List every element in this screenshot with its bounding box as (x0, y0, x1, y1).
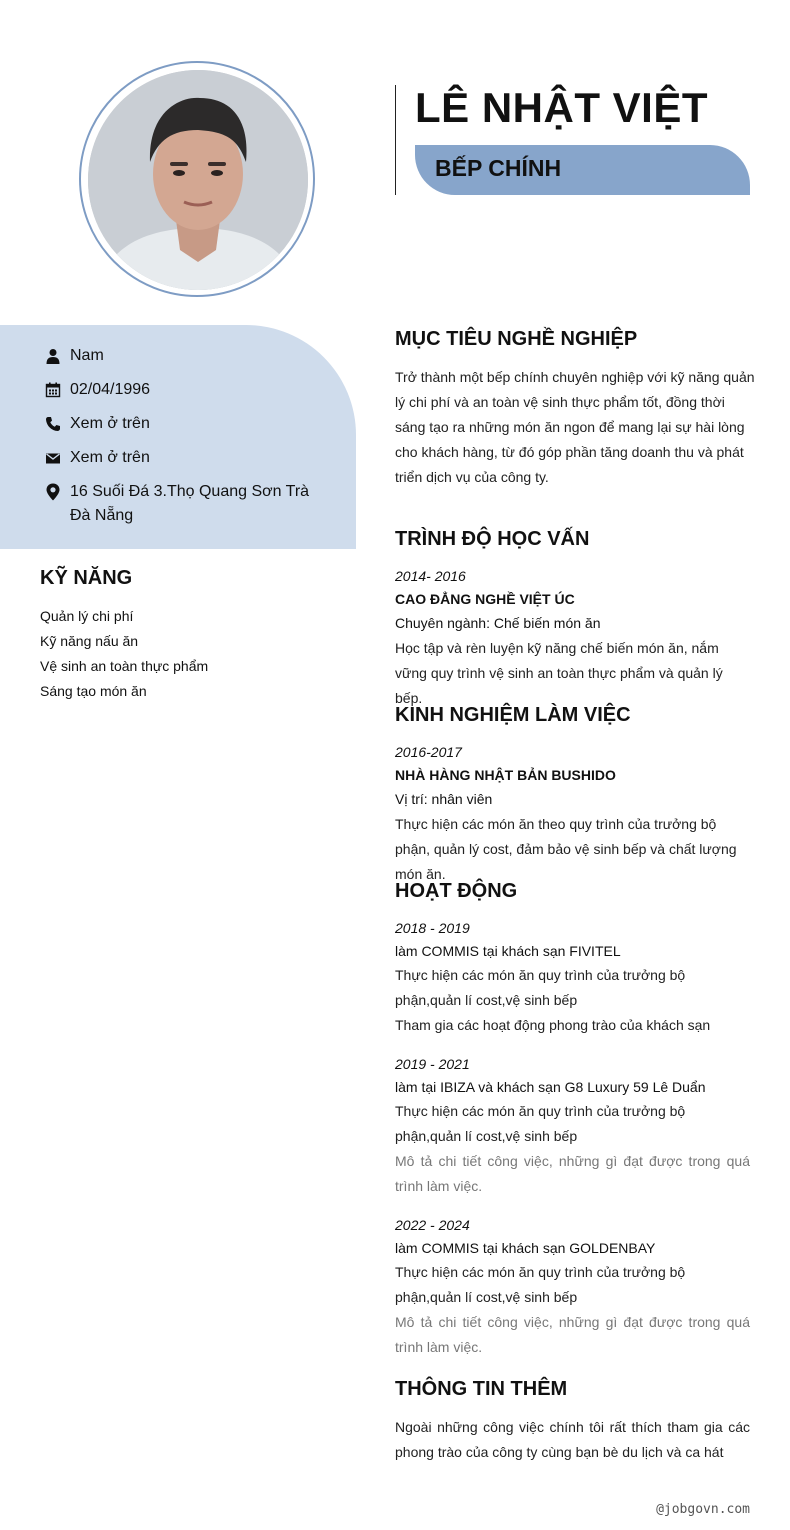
info-gender (44, 344, 310, 368)
phone-value[interactable]: Xem ở trên (70, 415, 150, 432)
education-school: CAO ĐẲNG NGHỀ VIỆT ÚC (395, 591, 575, 607)
objective-text: Trở thành một bếp chính chuyên nghiệp với kỹ năng quản lý chi phí và an toàn vệ sinh thực phẩm tốt, đồng thời sáng tạo ra những món ăn ngon để mang lại sự hài lòng cho khách hàng, từ đó góp phần tăng doanh thu và phát triển dịch vụ của công ty. (395, 369, 755, 485)
skill-item: Quản lý chi phí (40, 608, 134, 624)
objective-heading: MỤC TIÊU NGHỀ NGHIỆP (395, 328, 638, 350)
education-major: Chuyên ngành: Chế biến món ăn (395, 615, 601, 631)
skill-item: Kỹ năng nấu ăn (40, 633, 139, 649)
additional-heading: THÔNG TIN THÊM (395, 1378, 568, 1400)
activity-place: làm COMMIS tại khách sạn FIVITEL (395, 943, 621, 959)
activity-description: Thực hiện các món ăn quy trình của trưởng bộ phận,quản lí cost,vệ sinh bếp (395, 967, 686, 1008)
name-divider (395, 85, 396, 195)
experience-period: 2016-2017 (395, 744, 462, 760)
profile-photo (88, 70, 308, 290)
activity-extra: Tham gia các hoạt động phong trào của khách sạn (395, 1017, 711, 1033)
activity-place: làm COMMIS tại khách sạn GOLDENBAY (395, 1240, 656, 1256)
info-phone (44, 412, 310, 436)
skill-item: Vệ sinh an toàn thực phẩm (40, 658, 209, 674)
email-value[interactable]: Xem ở trên (70, 449, 150, 466)
mail-icon (44, 446, 62, 470)
skills-heading: KỸ NĂNG (40, 567, 133, 589)
activity-extra: Mô tả chi tiết công việc, những gì đạt được trong quá trình làm việc. (395, 1153, 750, 1194)
experience-description: Thực hiện các món ăn theo quy trình của trưởng bộ phận, quản lý cost, đảm bảo vệ sinh bếp và chất lượng món ăn. (395, 816, 737, 882)
education-period: 2014- 2016 (395, 568, 466, 584)
calendar-icon (44, 378, 62, 402)
person-icon (44, 344, 62, 368)
activity-period: 2018 - 2019 (395, 920, 470, 936)
watermark-text: @jobgovn.com (656, 1502, 750, 1517)
portrait-image (88, 70, 308, 290)
experience-heading: KINH NGHIỆM LÀM VIỆC (395, 704, 631, 726)
additional-text: Ngoài những công việc chính tôi rất thích tham gia các phong trào của công ty cùng bạn bè du lịch và ca hát (395, 1419, 750, 1460)
location-pin-icon (44, 480, 62, 504)
activity-period: 2022 - 2024 (395, 1217, 470, 1233)
activity-description: Thực hiện các món ăn quy trình của trưởng bộ phận,quản lí cost,vệ sinh bếp (395, 1103, 686, 1144)
candidate-name: LÊ NHẬT VIỆT (415, 84, 709, 131)
candidate-role: BẾP CHÍNH (435, 155, 562, 181)
activity-period: 2019 - 2021 (395, 1056, 470, 1072)
experience-company: NHÀ HÀNG NHẬT BẢN BUSHIDO (395, 767, 616, 783)
activity-place: làm tại IBIZA và khách sạn G8 Luxury 59 Lê Duẩn (395, 1079, 706, 1095)
activities-heading: HOẠT ĐỘNG (395, 880, 518, 902)
education-description: Học tập và rèn luyện kỹ năng chế biến món ăn, nắm vững quy trình vệ sinh an toàn thực phẩm và quản lý bếp. (395, 640, 723, 706)
education-heading: TRÌNH ĐỘ HỌC VẤN (395, 528, 590, 550)
address-value: 16 Suối Đá 3.Thọ Quang Sơn Trà Đà Nẵng (70, 483, 310, 524)
info-birthdate (44, 378, 310, 402)
info-address (44, 480, 310, 528)
info-email (44, 446, 310, 470)
activity-extra: Mô tả chi tiết công việc, những gì đạt được trong quá trình làm việc. (395, 1314, 750, 1355)
birthdate-value: 02/04/1996 (70, 381, 151, 398)
activity-description: Thực hiện các món ăn quy trình của trưởng bộ phận,quản lí cost,vệ sinh bếp (395, 1264, 686, 1305)
skill-item: Sáng tạo món ăn (40, 683, 147, 699)
experience-position: Vị trí: nhân viên (395, 791, 493, 807)
gender-value: Nam (70, 347, 104, 364)
phone-icon (44, 412, 62, 436)
